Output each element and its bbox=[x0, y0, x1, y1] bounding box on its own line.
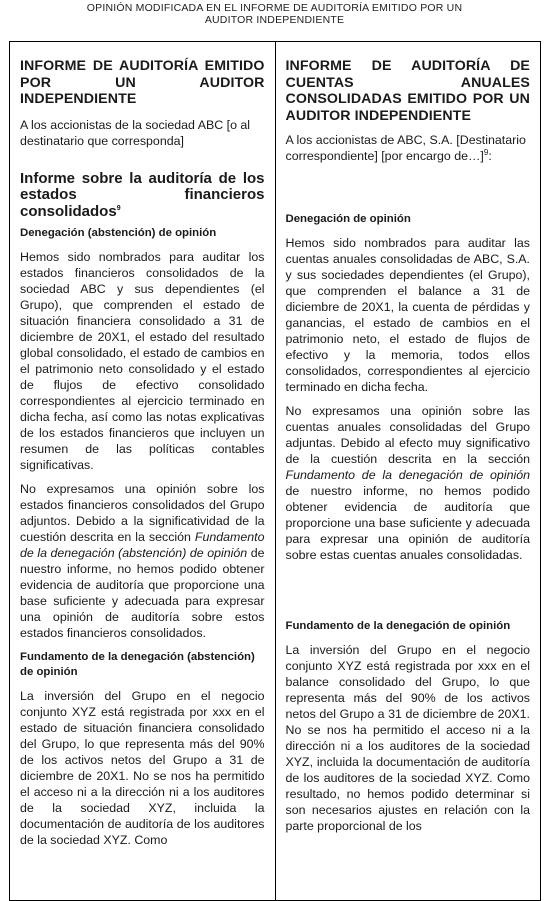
right-paragraph-3: La inversión del Grupo en el negocio conjunto XYZ está registrada por xxx en el balance consolidado del Grupo, lo que representa más del 90% de los activos netos del Grupo a 31 de diciembre de 20X1. No se nos ha permitido el acceso ni a la dirección ni a los auditores de la sociedad XYZ, incluida la documentación de auditoría de los auditores de la sociedad XYZ. Como resultado, no hemos podido determinar si son necesarios ajustes en relación con la parte proporcional de los bbox=[285, 643, 530, 833]
left-paragraph-2-b: de nuestro informe, no hemos podido obtener evidencia de auditoría que proporcione una base suficiente y adecuada para expresar una opinión de auditoría sobre estos estados financieros consolidados. bbox=[20, 546, 265, 640]
right-paragraph-2-em: Fundamento de la denegación de opinión bbox=[285, 468, 530, 482]
right-heading-basis: Fundamento de la denegación de opinión bbox=[285, 620, 511, 632]
left-paragraph-3: La inversión del Grupo en el negocio conjunto XYZ está registrada por xxx en el estado de situación financiera consolidado del Grupo, lo que representa más del 90% de los activos netos del Grupo a 31 de diciembre de 20X1. No se nos ha permitido el acceso ni a la dirección ni a los auditores de la sociedad XYZ, incluida la documentación de auditoría de los auditores de la sociedad XYZ. Como bbox=[20, 689, 265, 847]
left-paragraph-2-a: No expresamos una opinión sobre los estados financieros consolidados del Grupo adjuntos. Debido a la significatividad de la cuestión descrita en la sección bbox=[20, 482, 265, 544]
right-addressee-end: : bbox=[488, 149, 492, 163]
right-addressee-text: A los accionistas de ABC, S.A. [Destinatario correspondiente] [por encargo de…] bbox=[285, 133, 526, 163]
right-addressee-footnote: 9 bbox=[483, 147, 489, 157]
right-addressee bbox=[286, 132, 531, 164]
left-section-footnote: 9 bbox=[116, 204, 121, 212]
comparison-table bbox=[9, 41, 541, 901]
right-heading-denial: Denegación de opinión bbox=[285, 213, 411, 225]
left-title: INFORME DE AUDITORÍA EMITIDO POR UN AUDITOR INDEPENDIENTE bbox=[20, 58, 265, 107]
left-heading-basis: Fundamento de la denegación (abstención) de opinión bbox=[20, 651, 255, 678]
right-title: INFORME DE AUDITORÍA DE CUENTAS ANUALES CONSOLIDADAS EMITIDO POR UN AUDITOR INDEPENDIENTE bbox=[285, 58, 530, 124]
left-section-title bbox=[20, 171, 265, 221]
left-heading-denial: Denegación (abstención) de opinión bbox=[20, 227, 217, 239]
right-paragraph-2 bbox=[286, 403, 531, 563]
left-addressee: A los accionistas de la sociedad ABC [o al destinatario que corresponda] bbox=[20, 117, 251, 148]
header-line-2: AUDITOR INDEPENDIENTE bbox=[204, 14, 345, 26]
left-paragraph-2-em: Fundamento de la denegación (abstención) de opinión bbox=[20, 530, 265, 560]
right-column bbox=[276, 42, 541, 900]
right-paragraph-1: Hemos sido nombrados para auditar las cuentas anuales consolidadas de ABC, S.A. y sus sociedades dependientes (el Grupo), que comprenden el balance a 31 de diciembre de 20X1, la cuenta de pérdidas y ganancias, el estado de cambios en el patrimonio neto, el estado de flujos de efectivo y la memoria, todos ellos consolidados, correspondientes al ejercicio terminado en dicha fecha. bbox=[285, 236, 530, 394]
right-paragraph-2-a: No expresamos una opinión sobre las cuentas anuales consolidadas del Grupo adjuntas. Debido al efecto muy significativo de la cuestión descrita en la sección bbox=[285, 404, 530, 466]
left-column bbox=[10, 42, 276, 900]
left-paragraph-1: Hemos sido nombrados para auditar los estados financieros consolidados de la sociedad ABC y sus dependientes (el Grupo), que comprenden el estado de situación financiera consolidado a 31 de diciembre de 20X1, el estado del resultado global consolidado, el estado de cambios en el patrimonio neto consolidado y el estado de flujos de efectivo consolidado correspondientes al ejercicio terminado en dicha fecha, así como las notas explicativas de los estados financieros que incluyen un resumen de las políticas contables significativas. bbox=[20, 250, 265, 472]
page-header bbox=[0, 0, 549, 30]
left-paragraph-2 bbox=[20, 481, 265, 641]
header-line-1: OPINIÓN MODIFICADA EN EL INFORME DE AUDITORÍA EMITIDO POR UN bbox=[86, 2, 463, 14]
right-paragraph-2-b: de nuestro informe, no hemos podido obtener evidencia de auditoría que proporcione una base suficiente y adecuada para expresar una opinión de auditoría sobre estas cuentas anuales consolidadas. bbox=[285, 484, 530, 562]
left-section-title-text: Informe sobre la auditoría de los estados financieros consolidados bbox=[20, 169, 265, 220]
